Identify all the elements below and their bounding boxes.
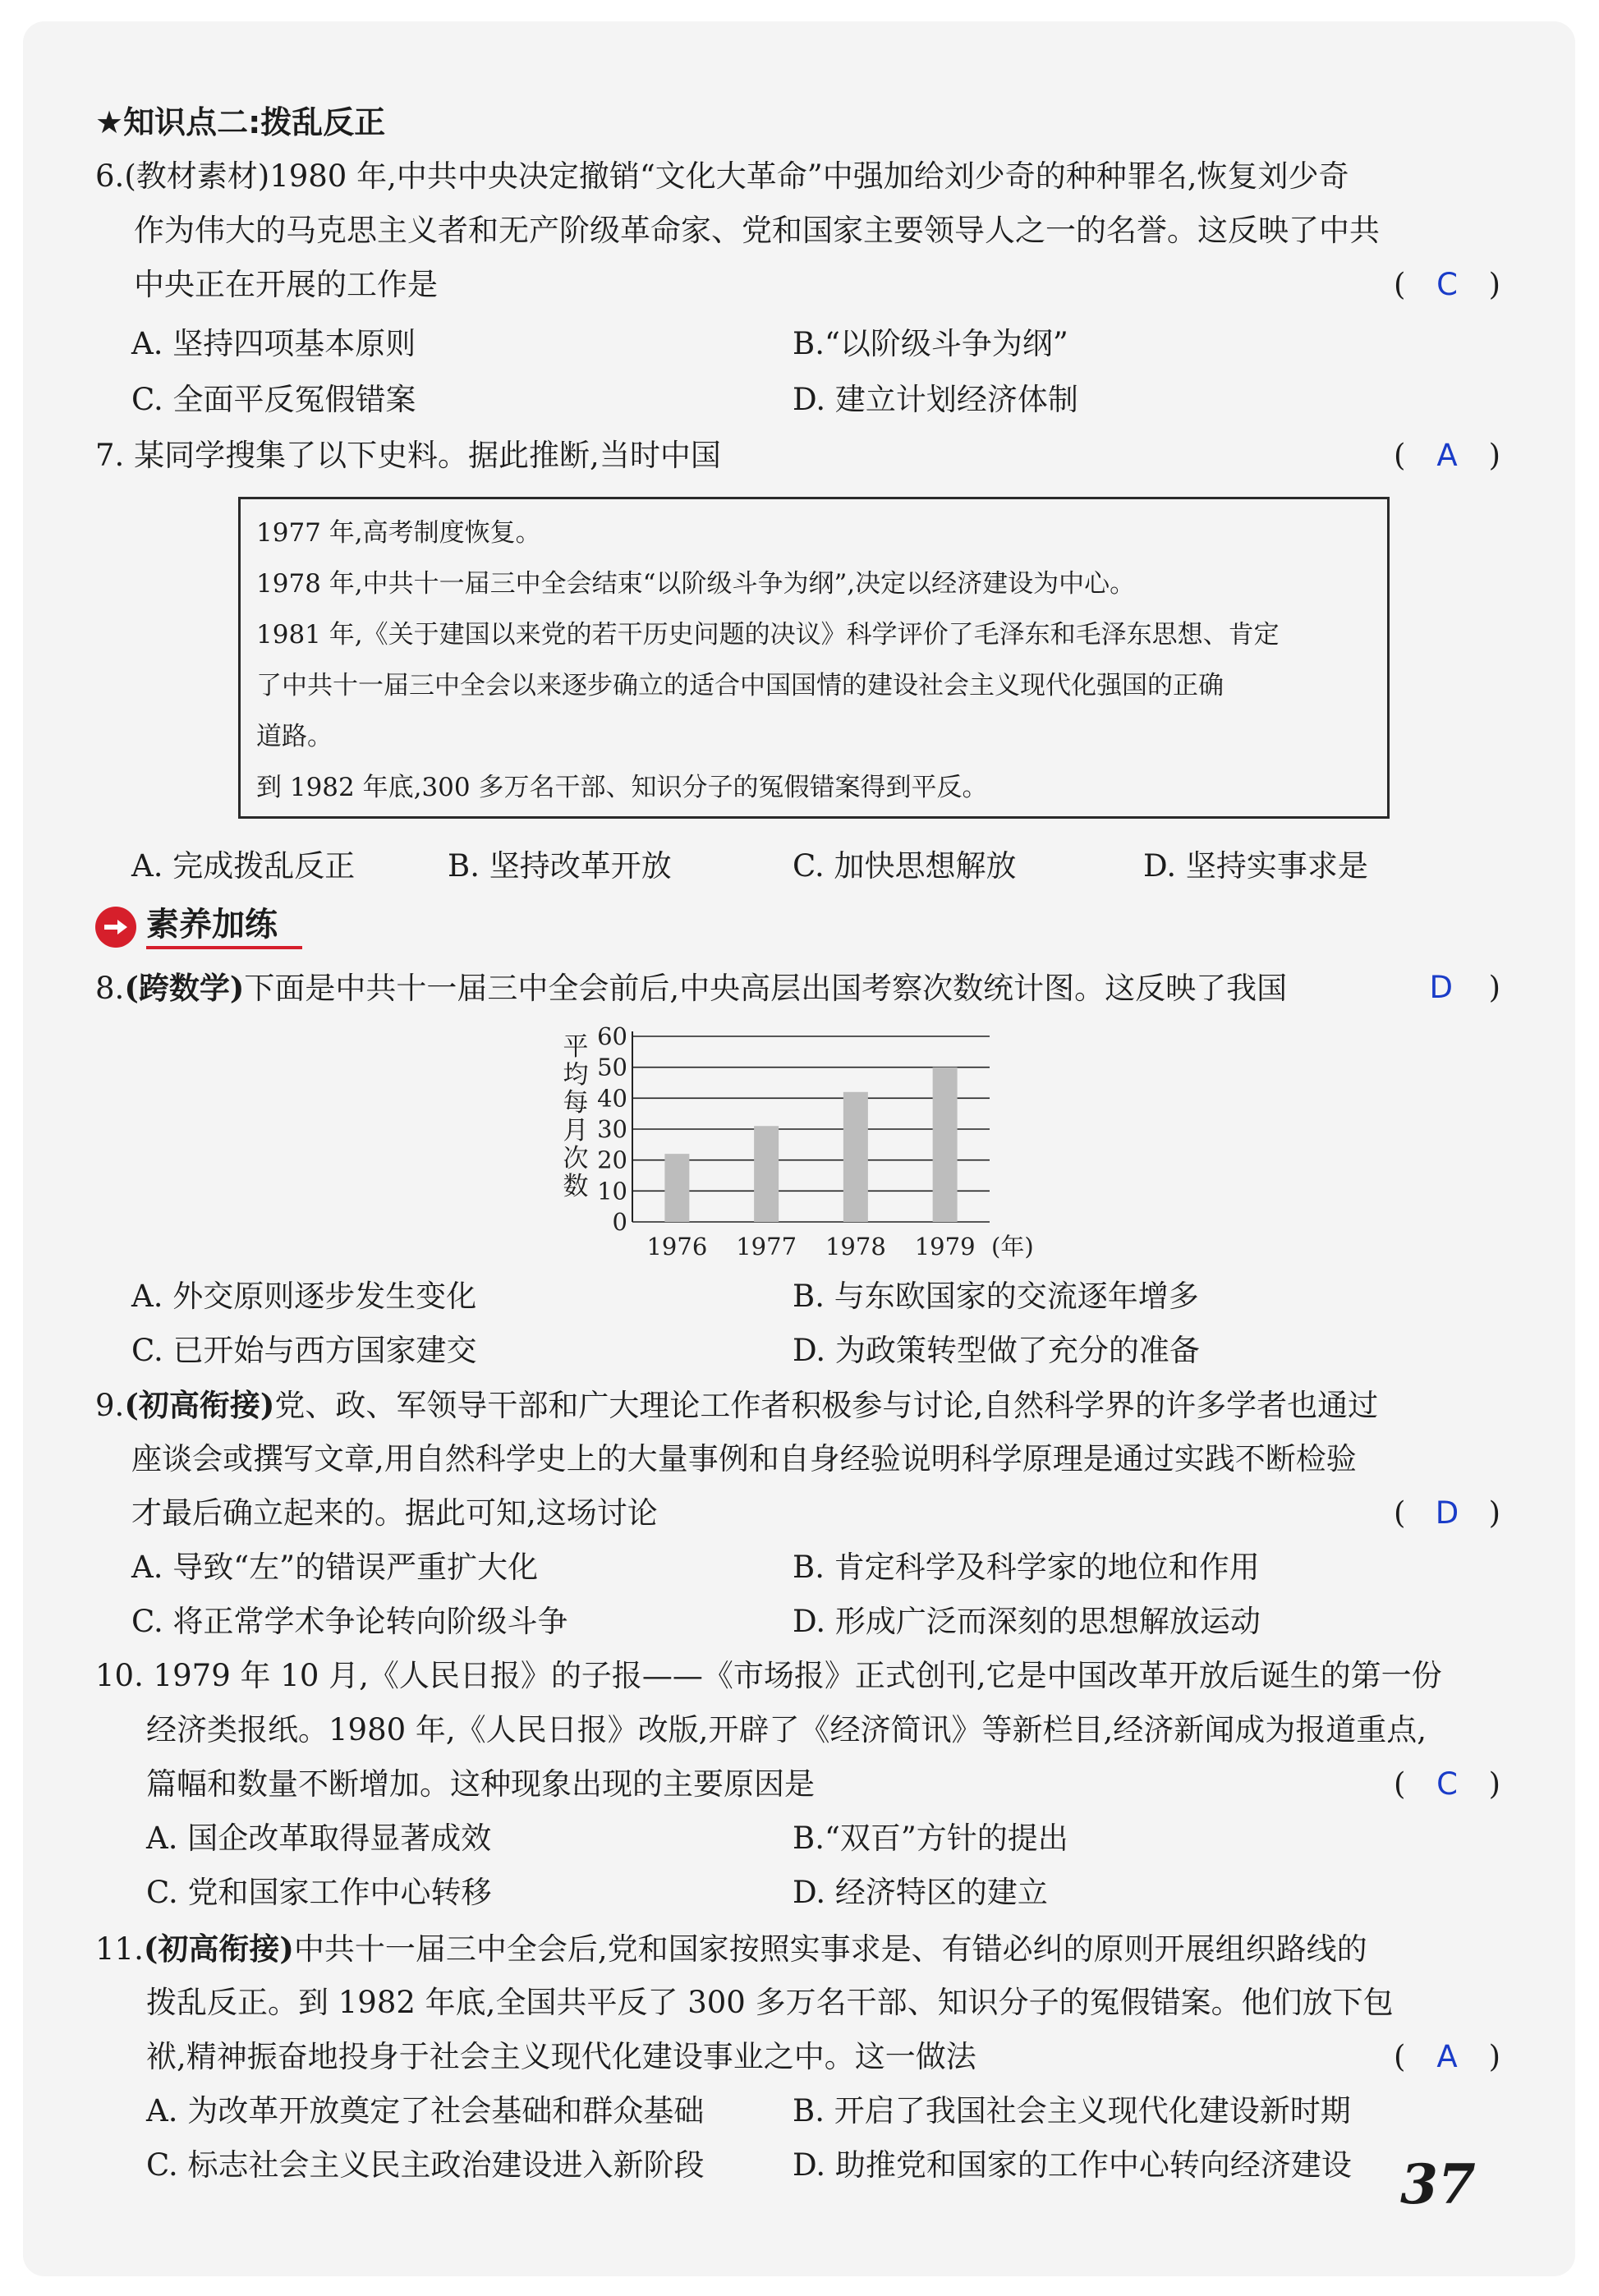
q7-answer: A bbox=[1436, 438, 1458, 473]
q11-option-b: B. 开启了我国社会主义现代化建设新时期 bbox=[793, 2093, 1351, 2128]
q10-answer-bracket: ( C ) bbox=[1394, 1764, 1500, 1805]
q11-answer: A bbox=[1436, 2039, 1458, 2074]
q9-text-line1: 党、政、军领导干部和广大理论工作者积极参与讨论,自然科学界的许多学者也通过 bbox=[274, 1388, 1379, 1423]
q11-line1 bbox=[95, 1928, 1367, 1970]
q9-tag: (初高衔接) bbox=[124, 1387, 275, 1423]
chart-x-tick-label: 1977 bbox=[736, 1233, 797, 1261]
q9-option-b: B. 肯定科学及科学家的地位和作用 bbox=[793, 1550, 1260, 1585]
q11-tag: (初高衔接) bbox=[143, 1931, 294, 1967]
q10-line1: 10. 1979 年 10 月,《人民日报》的子报——《市场报》正式创刊,它是中国改革开放后诞生的第一份 bbox=[95, 1658, 1442, 1693]
q6-answer-bracket: ( C ) bbox=[1394, 264, 1500, 305]
q8-stem bbox=[95, 967, 1287, 1009]
q9-option-c: C. 将正常学术争论转向阶级斗争 bbox=[131, 1604, 568, 1639]
q10-answer: C bbox=[1436, 1766, 1458, 1802]
q7-source-line: 1981 年,《关于建国以来党的若干历史问题的决议》科学评价了毛泽东和毛泽东思想、肯定 bbox=[256, 620, 1280, 650]
chart-x-axis-label: (年) bbox=[991, 1233, 1034, 1261]
q8-option-c: C. 已开始与西方国家建交 bbox=[131, 1333, 477, 1368]
chart-bar bbox=[843, 1092, 868, 1222]
q8-number: 8. bbox=[95, 971, 125, 1006]
q8-text: 下面是中共十一届三中全会前后,中央高层出国考察次数统计图。这反映了我国 bbox=[244, 971, 1288, 1006]
q6-text-line1: 1980 年,中共中央决定撤销“文化大革命”中强加给刘少奇的种种罪名,恢复刘少奇 bbox=[269, 158, 1349, 194]
section-heading: ★知识点二:拨乱反正 bbox=[95, 104, 386, 140]
q7-option-b: B. 坚持改革开放 bbox=[448, 848, 672, 884]
chart-y-tick-label: 60 bbox=[597, 1022, 627, 1050]
chart-x-tick-label: 1979 bbox=[914, 1233, 976, 1261]
q7-source-line: 1978 年,中共十一届三中全会结束“以阶级斗争为纲”,决定以经济建设为中心。 bbox=[256, 569, 1136, 599]
q6-option-d: D. 建立计划经济体制 bbox=[793, 382, 1078, 417]
q6-line3: 中央正在开展的工作是 bbox=[134, 267, 438, 302]
q6-answer: C bbox=[1436, 267, 1458, 302]
q9-answer: D bbox=[1435, 1495, 1459, 1531]
q6-number: 6. bbox=[95, 158, 125, 194]
q11-line2: 拨乱反正。到 1982 年底,全国共平反了 300 多万名干部、知识分子的冤假错案。他们放下包 bbox=[146, 1985, 1394, 2020]
q6-tag: (教材素材) bbox=[124, 158, 270, 194]
q8-answer: D bbox=[1429, 970, 1454, 1005]
chart-y-tick-label: 30 bbox=[597, 1115, 627, 1143]
q10-option-d: D. 经济特区的建立 bbox=[793, 1875, 1048, 1910]
q7-option-a: A. 完成拨乱反正 bbox=[131, 848, 356, 884]
q10-line2: 经济类报纸。1980 年,《人民日报》改版,开辟了《经济简讯》等新栏目,经济新闻成为报道重点, bbox=[146, 1712, 1427, 1747]
q11-option-d: D. 助推党和国家的工作中心转向经济建设 bbox=[793, 2147, 1352, 2183]
chart-bar bbox=[933, 1068, 958, 1222]
q7-option-d: D. 坚持实事求是 bbox=[1143, 848, 1368, 884]
q7-source-line: 1977 年,高考制度恢复。 bbox=[256, 518, 541, 548]
q7-answer-bracket: ( A ) bbox=[1394, 435, 1500, 476]
arrow-circle-icon bbox=[95, 907, 136, 948]
q8-answer-bracket: D ) bbox=[1394, 967, 1500, 1008]
q8-option-b: B. 与东欧国家的交流逐年增多 bbox=[793, 1279, 1199, 1314]
q6-line1 bbox=[95, 156, 1349, 197]
chart-y-tick-label: 50 bbox=[597, 1053, 627, 1081]
q7-source-line: 道路。 bbox=[256, 722, 333, 751]
q11-text-line1: 中共十一届三中全会后,党和国家按照实事求是、有错必纠的原则开展组织路线的 bbox=[293, 1931, 1367, 1967]
q11-answer-bracket: ( A ) bbox=[1394, 2037, 1500, 2078]
chart-x-tick-label: 1978 bbox=[825, 1233, 886, 1261]
page-number: 37 bbox=[1400, 2152, 1476, 2216]
q9-option-d: D. 形成广泛而深刻的思想解放运动 bbox=[793, 1604, 1261, 1639]
q7-source-line: 了中共十一届三中全会以来逐步确立的适合中国国情的建设社会主义现代化强国的正确 bbox=[256, 671, 1224, 700]
q9-line2: 座谈会或撰写文章,用自然科学史上的大量事例和自身经验说明科学原理是通过实践不断检验 bbox=[131, 1441, 1357, 1476]
q11-line3: 袱,精神振奋地投身于社会主义现代化建设事业之中。这一做法 bbox=[146, 2039, 976, 2074]
chart-bar bbox=[754, 1126, 779, 1222]
q10-line3: 篇幅和数量不断增加。这种现象出现的主要原因是 bbox=[146, 1766, 815, 1802]
bar-chart bbox=[550, 1017, 1059, 1263]
q9-option-a: A. 导致“左”的错误严重扩大化 bbox=[131, 1550, 539, 1585]
chart-bar bbox=[664, 1154, 689, 1222]
chart-y-tick-label: 0 bbox=[612, 1208, 627, 1236]
q11-option-a: A. 为改革开放奠定了社会基础和群众基础 bbox=[146, 2093, 705, 2128]
q6-line2: 作为伟大的马克思主义者和无产阶级革命家、党和国家主要领导人之一的名誉。这反映了中共 bbox=[134, 213, 1380, 248]
q8-option-a: A. 外交原则逐步发生变化 bbox=[131, 1279, 477, 1314]
q10-option-b: B.“双百”方针的提出 bbox=[793, 1821, 1068, 1856]
subsection-underline bbox=[146, 946, 302, 949]
chart-y-tick-label: 20 bbox=[597, 1146, 627, 1174]
subsection-title: 素养加练 bbox=[146, 906, 278, 944]
q8-option-d: D. 为政策转型做了充分的准备 bbox=[793, 1333, 1200, 1368]
chart-y-tick-label: 10 bbox=[597, 1177, 627, 1205]
q10-option-a: A. 国企改革取得显著成效 bbox=[146, 1821, 492, 1856]
q11-option-c: C. 标志社会主义民主政治建设进入新阶段 bbox=[146, 2147, 705, 2183]
chart-y-axis-label: 平均每月次数 bbox=[563, 1032, 589, 1201]
chart-x-tick-label: 1976 bbox=[646, 1233, 708, 1261]
q9-line3: 才最后确立起来的。据此可知,这场讨论 bbox=[131, 1495, 658, 1531]
chart-y-tick-label: 40 bbox=[597, 1084, 627, 1113]
q7-source-line: 到 1982 年底,300 多万名干部、知识分子的冤假错案得到平反。 bbox=[256, 773, 988, 802]
q7-option-c: C. 加快思想解放 bbox=[793, 848, 1017, 884]
q6-option-c: C. 全面平反冤假错案 bbox=[131, 382, 416, 417]
q9-line1 bbox=[95, 1384, 1378, 1426]
q10-option-c: C. 党和国家工作中心转移 bbox=[146, 1875, 492, 1910]
q8-tag: (跨数学) bbox=[124, 970, 245, 1006]
q9-number: 9. bbox=[95, 1388, 125, 1423]
q7-stem: 7. 某同学搜集了以下史料。据此推断,当时中国 bbox=[95, 438, 721, 473]
q6-option-a: A. 坚持四项基本原则 bbox=[131, 326, 416, 361]
q11-number: 11. bbox=[95, 1931, 144, 1967]
q6-option-b: B.“以阶级斗争为纲” bbox=[793, 326, 1068, 361]
q9-answer-bracket: ( D ) bbox=[1394, 1493, 1500, 1534]
